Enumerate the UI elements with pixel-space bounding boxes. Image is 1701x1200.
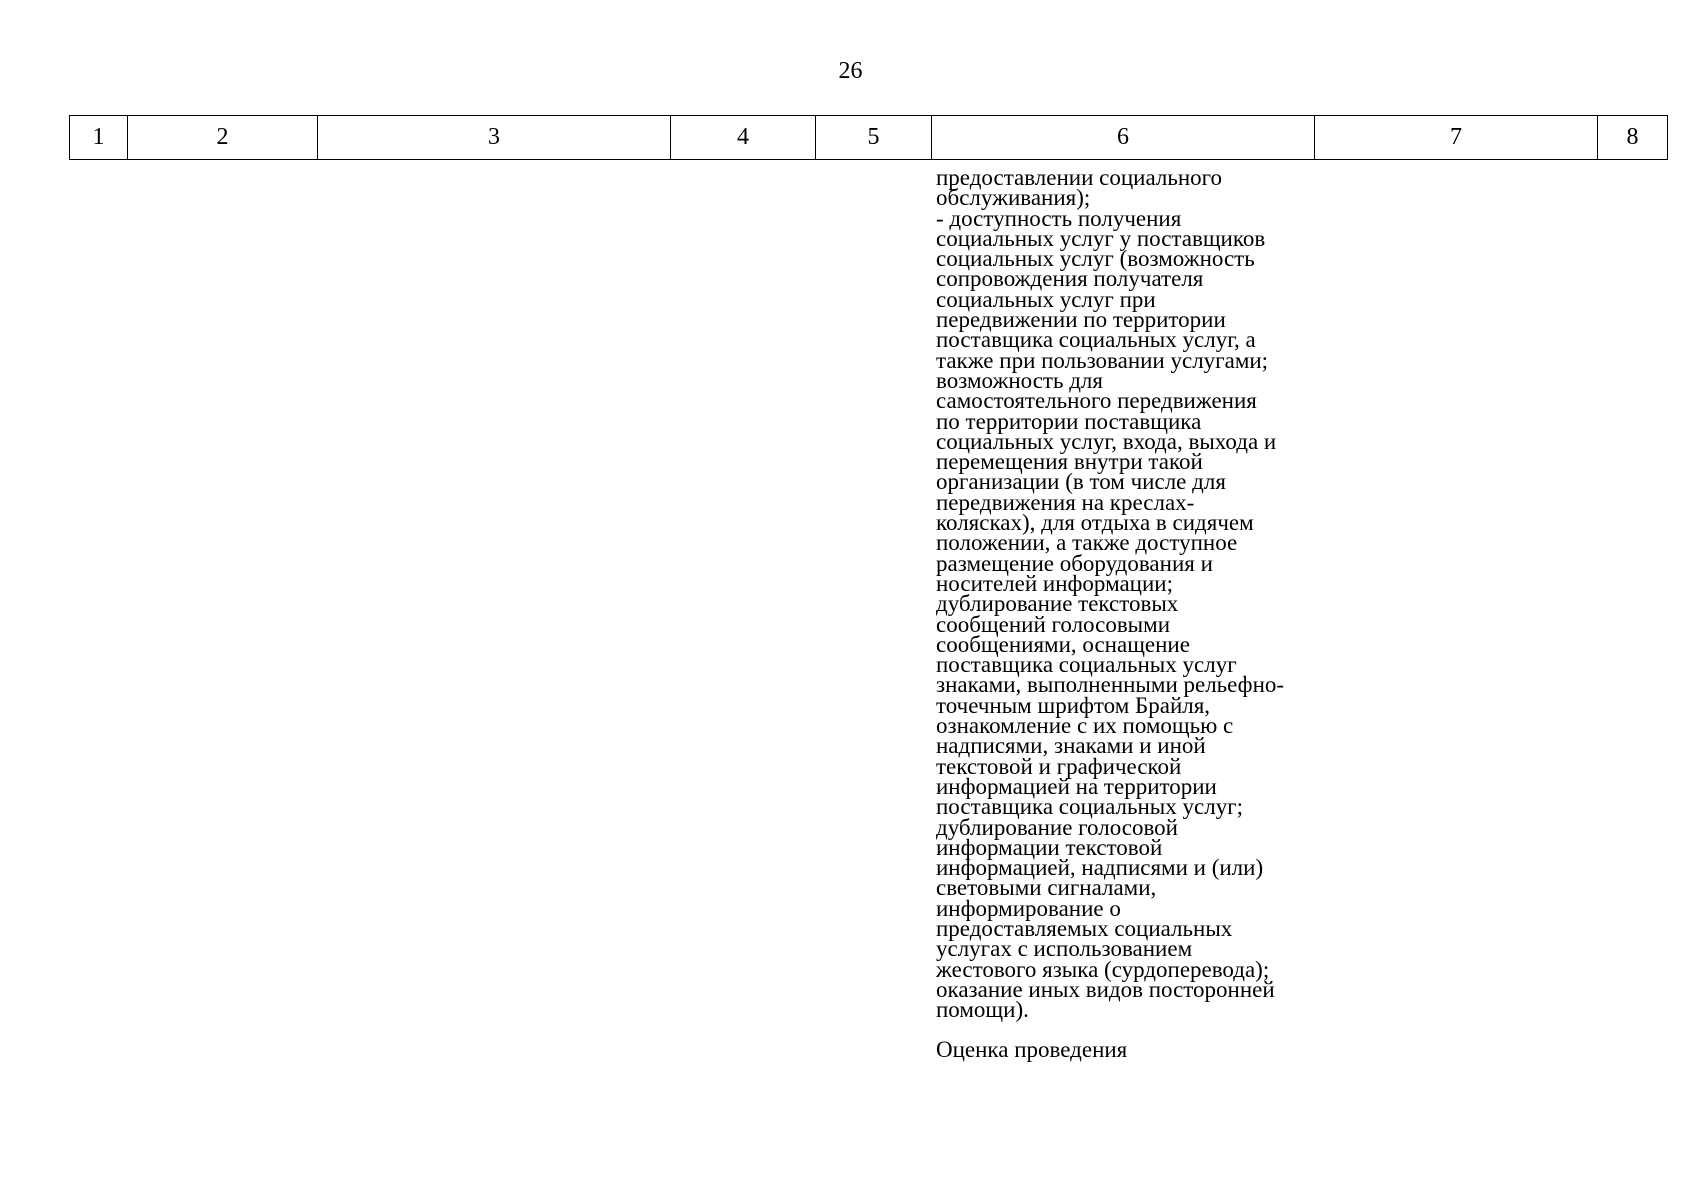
- column6-text-line: обслуживания);: [936, 185, 1091, 211]
- column6-text-line: также при пользовании услугами;: [936, 347, 1269, 373]
- column6-text-line: перемещения внутри такой: [936, 449, 1203, 475]
- column6-text-line: услугах с использованием: [936, 936, 1193, 962]
- column-number-cell: 8: [1598, 116, 1668, 160]
- column6-text-line: возможность для: [936, 367, 1103, 393]
- column-number-cell: 2: [128, 116, 318, 160]
- column6-paragraph: [936, 165, 1336, 1023]
- column6-text-block: [936, 165, 1336, 1063]
- column6-text-line: носителей информации;: [936, 570, 1173, 596]
- column-number-cell: 3: [318, 116, 671, 160]
- column6-text-line: информации текстовой: [936, 834, 1163, 860]
- column6-text-line: информирование о: [936, 895, 1121, 921]
- column6-text-line: сообщениями, оснащение: [936, 631, 1190, 657]
- column6-text-line: социальных услуг (возможность: [936, 246, 1255, 272]
- column6-text-line: положении, а также доступное: [936, 530, 1238, 556]
- column6-text-line: точечным шрифтом Брайля,: [936, 692, 1211, 718]
- column-number-cell: 1: [70, 116, 128, 160]
- column6-paragraph-heading: Оценка проведения: [936, 1037, 1128, 1063]
- column6-text-line: дублирование голосовой: [936, 814, 1178, 840]
- column6-text-line: поставщика социальных услуг, а: [936, 327, 1256, 353]
- column6-text-line: передвижения на креслах-: [936, 489, 1195, 515]
- column6-text-line: световыми сигналами,: [936, 875, 1157, 901]
- column6-text-line: социальных услуг при: [936, 286, 1156, 312]
- column6-text-line: ознакомление с их помощью с: [936, 713, 1234, 739]
- column6-text-line: поставщика социальных услуг;: [936, 794, 1244, 820]
- column6-text-line: - доступность получения: [936, 205, 1182, 231]
- column6-text-line: оказание иных видов посторонней: [936, 976, 1275, 1002]
- column6-text-line: поставщика социальных услуг: [936, 652, 1237, 678]
- column6-text-line: помощи).: [936, 997, 1029, 1023]
- column6-text-line: предоставлении социального: [936, 165, 1223, 190]
- column-number-cell: 6: [932, 116, 1315, 160]
- column6-text-line: текстовой и графической: [936, 753, 1182, 779]
- column-number-header-table: [69, 115, 1668, 160]
- column6-text-line: размещение оборудования и: [936, 550, 1213, 576]
- column6-text-line: информацией на территории: [936, 773, 1217, 799]
- column6-text-line: социальных услуг у поставщиков: [936, 225, 1266, 251]
- column6-text-line: передвижении по территории: [936, 307, 1226, 333]
- column6-text-line: сопровождения получателя: [936, 266, 1204, 292]
- column-number-cell: 4: [671, 116, 816, 160]
- column-number-row: [70, 116, 1668, 160]
- column6-text-line: дублирование текстовых: [936, 591, 1179, 617]
- column6-text-line: самостоятельного передвижения: [936, 388, 1257, 414]
- column6-text-line: предоставляемых социальных: [936, 915, 1233, 941]
- column6-text-line: социальных услуг, входа, выхода и: [936, 428, 1277, 454]
- column6-text-line: жестового языка (сурдоперевода);: [936, 956, 1270, 982]
- page-number: 26: [838, 58, 863, 84]
- column6-text-line: информацией, надписями и (или): [936, 855, 1264, 881]
- column-number-cell: 7: [1315, 116, 1598, 160]
- column6-text-line: колясках), для отдыха в сидячем: [936, 510, 1254, 536]
- column6-text-line: надписями, знаками и иной: [936, 733, 1206, 759]
- column6-text-line: сообщений голосовыми: [936, 611, 1170, 637]
- column6-text-line: по территории поставщика: [936, 408, 1202, 434]
- column6-text-line: знаками, выполненными рельефно-: [936, 672, 1285, 698]
- column6-text-line: организации (в том числе для: [936, 469, 1226, 495]
- column-number-cell: 5: [816, 116, 932, 160]
